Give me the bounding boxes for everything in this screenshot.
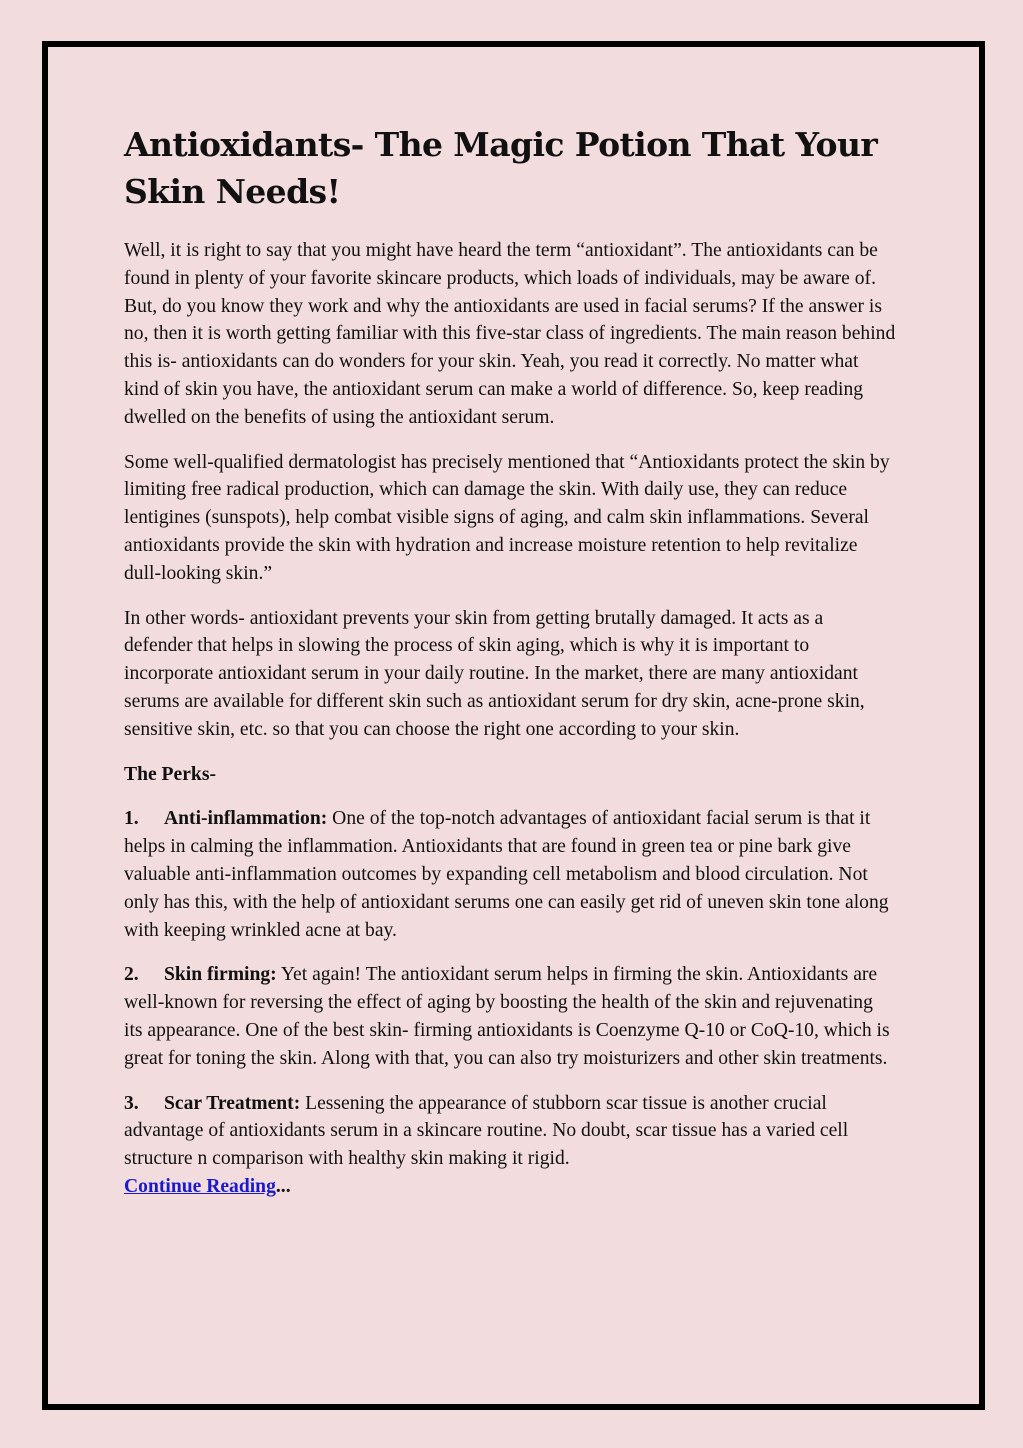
perk-item-skin-firming bbox=[124, 961, 896, 1072]
perk-number: 1. bbox=[124, 808, 139, 830]
perk-number: 3. bbox=[124, 1092, 139, 1114]
summary-paragraph: In other words- antioxidant prevents your skin from getting brutally damaged. It acts as a defender that helps in slowing the process of skin aging, which is why it is important to incorporate antioxidant serum in your daily routine. In the market, there are many antioxidant serums are available for different skin such as antioxidant serum for dry skin, acne-prone skin, sensitive skin, etc. so that you can choose the right one according to your skin. bbox=[124, 607, 865, 740]
continue-ellipsis: ... bbox=[275, 1175, 291, 1197]
continue-reading-link[interactable]: Continue Reading bbox=[124, 1175, 276, 1197]
perk-item-anti-inflammation bbox=[124, 805, 896, 944]
intro-paragraph: Well, it is right to say that you might have heard the term “antioxidant”. The antioxidants can be found in plenty of your favorite skincare products, which loads of individuals, may be aware of. But, do you know they work and why the antioxidants are used in facial serums? If the answer is no, then it is worth getting familiar with this five-star class of ingredients. The main reason behind this is- antioxidants can do wonders for your skin. Yeah, you read it correctly. No matter what kind of skin you have, the antioxidant serum can make a world of difference. So, keep reading dwelled on the benefits of using the antioxidant serum. bbox=[124, 240, 896, 428]
perk-text: Yet again! The antioxidant serum helps in firming the skin. Antioxidants are well-known for reversing the effect of aging by boosting the health of the skin and rejuvenating its appearance. One of the best skin- firming antioxidants is Coenzyme Q-10 or CoQ-10, which is great for toning the skin. Along with that, you can also try moisturizers and other skin treatments. bbox=[124, 964, 890, 1069]
article bbox=[124, 121, 896, 1218]
perk-term: Scar Treatment: bbox=[164, 1092, 301, 1114]
perk-text: Lessening the appearance of stubborn scar tissue is another crucial advantage of antioxidants serum in a skincare routine. No doubt, scar tissue has a varied cell structure n comparison with healthy skin making it rigid. bbox=[124, 1092, 849, 1170]
dermatologist-quote-paragraph: Some well-qualified dermatologist has precisely mentioned that “Antioxidants protect the skin by limiting free radical production, which can damage the skin. With daily use, they can reduce lentigines (sunspots), help combat visible signs of aging, and calm skin inflammations. Several antioxidants provide the skin with hydration and increase moisture retention to help revitalize dull-looking skin.” bbox=[124, 451, 890, 584]
perk-term: Anti-inflammation: bbox=[164, 808, 328, 830]
perk-item-scar-treatment bbox=[124, 1090, 896, 1201]
page-title: Antioxidants- The Magic Potion That Your Skin Needs! bbox=[124, 125, 878, 211]
perk-term: Skin firming: bbox=[164, 964, 277, 986]
perk-number: 2. bbox=[124, 964, 139, 986]
perk-text: One of the top-notch advantages of antioxidant facial serum is that it helps in calming the inflammation. Antioxidants that are found in green tea or pine bark give valuable anti-inflammation outcomes by expanding cell metabolism and blood circulation. Not only has this, with the help of antioxidant serums one can easily get rid of uneven skin tone along with keeping wrinkled acne at bay. bbox=[124, 808, 889, 941]
perks-heading: The Perks- bbox=[124, 763, 216, 785]
